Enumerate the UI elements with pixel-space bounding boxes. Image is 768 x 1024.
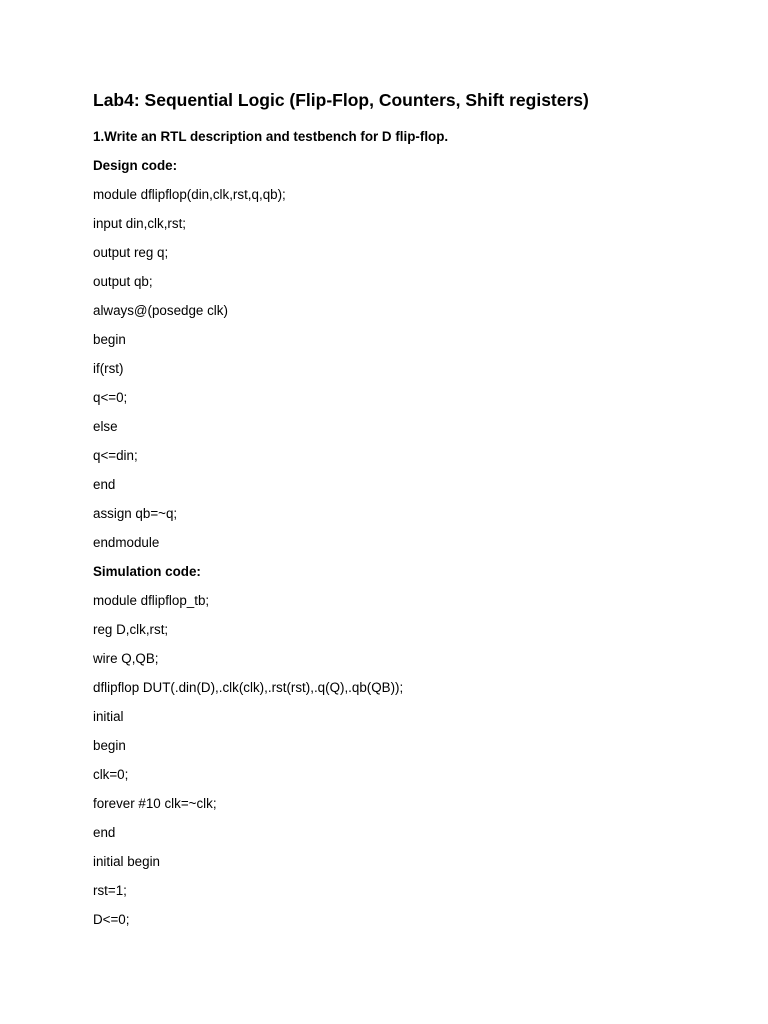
code-line: initial begin <box>93 854 160 869</box>
code-line: reg D,clk,rst; <box>93 622 169 637</box>
code-line: end <box>93 825 116 840</box>
code-line: module dflipflop(din,clk,rst,q,qb); <box>93 187 286 202</box>
code-line: rst=1; <box>93 883 127 898</box>
code-line: input din,clk,rst; <box>93 216 187 231</box>
section-heading: Design code: <box>93 158 178 173</box>
code-line: D<=0; <box>93 912 130 927</box>
code-line: dflipflop DUT(.din(D),.clk(clk),.rst(rst),.q(Q),.qb(QB)); <box>93 680 404 695</box>
code-line: if(rst) <box>93 361 124 376</box>
code-line: end <box>93 477 116 492</box>
document-body <box>93 122 733 934</box>
code-line: output qb; <box>93 274 153 289</box>
code-line: forever #10 clk=~clk; <box>93 796 217 811</box>
code-line: assign qb=~q; <box>93 506 178 521</box>
section-heading: 1.Write an RTL description and testbench for D flip-flop. <box>93 129 449 144</box>
document-title: Lab4: Sequential Logic (Flip-Flop, Counters, Shift registers) <box>93 90 589 110</box>
code-line: module dflipflop_tb; <box>93 593 210 608</box>
code-line: endmodule <box>93 535 160 550</box>
code-line: clk=0; <box>93 767 129 782</box>
code-line: wire Q,QB; <box>93 651 159 666</box>
code-line: begin <box>93 738 126 753</box>
code-line: always@(posedge clk) <box>93 303 228 318</box>
code-line: else <box>93 419 118 434</box>
code-line: q<=0; <box>93 390 128 405</box>
code-line: output reg q; <box>93 245 169 260</box>
code-line: begin <box>93 332 126 347</box>
code-line: initial <box>93 709 124 724</box>
section-heading: Simulation code: <box>93 564 201 579</box>
code-line: q<=din; <box>93 448 138 463</box>
document-page <box>93 88 733 934</box>
